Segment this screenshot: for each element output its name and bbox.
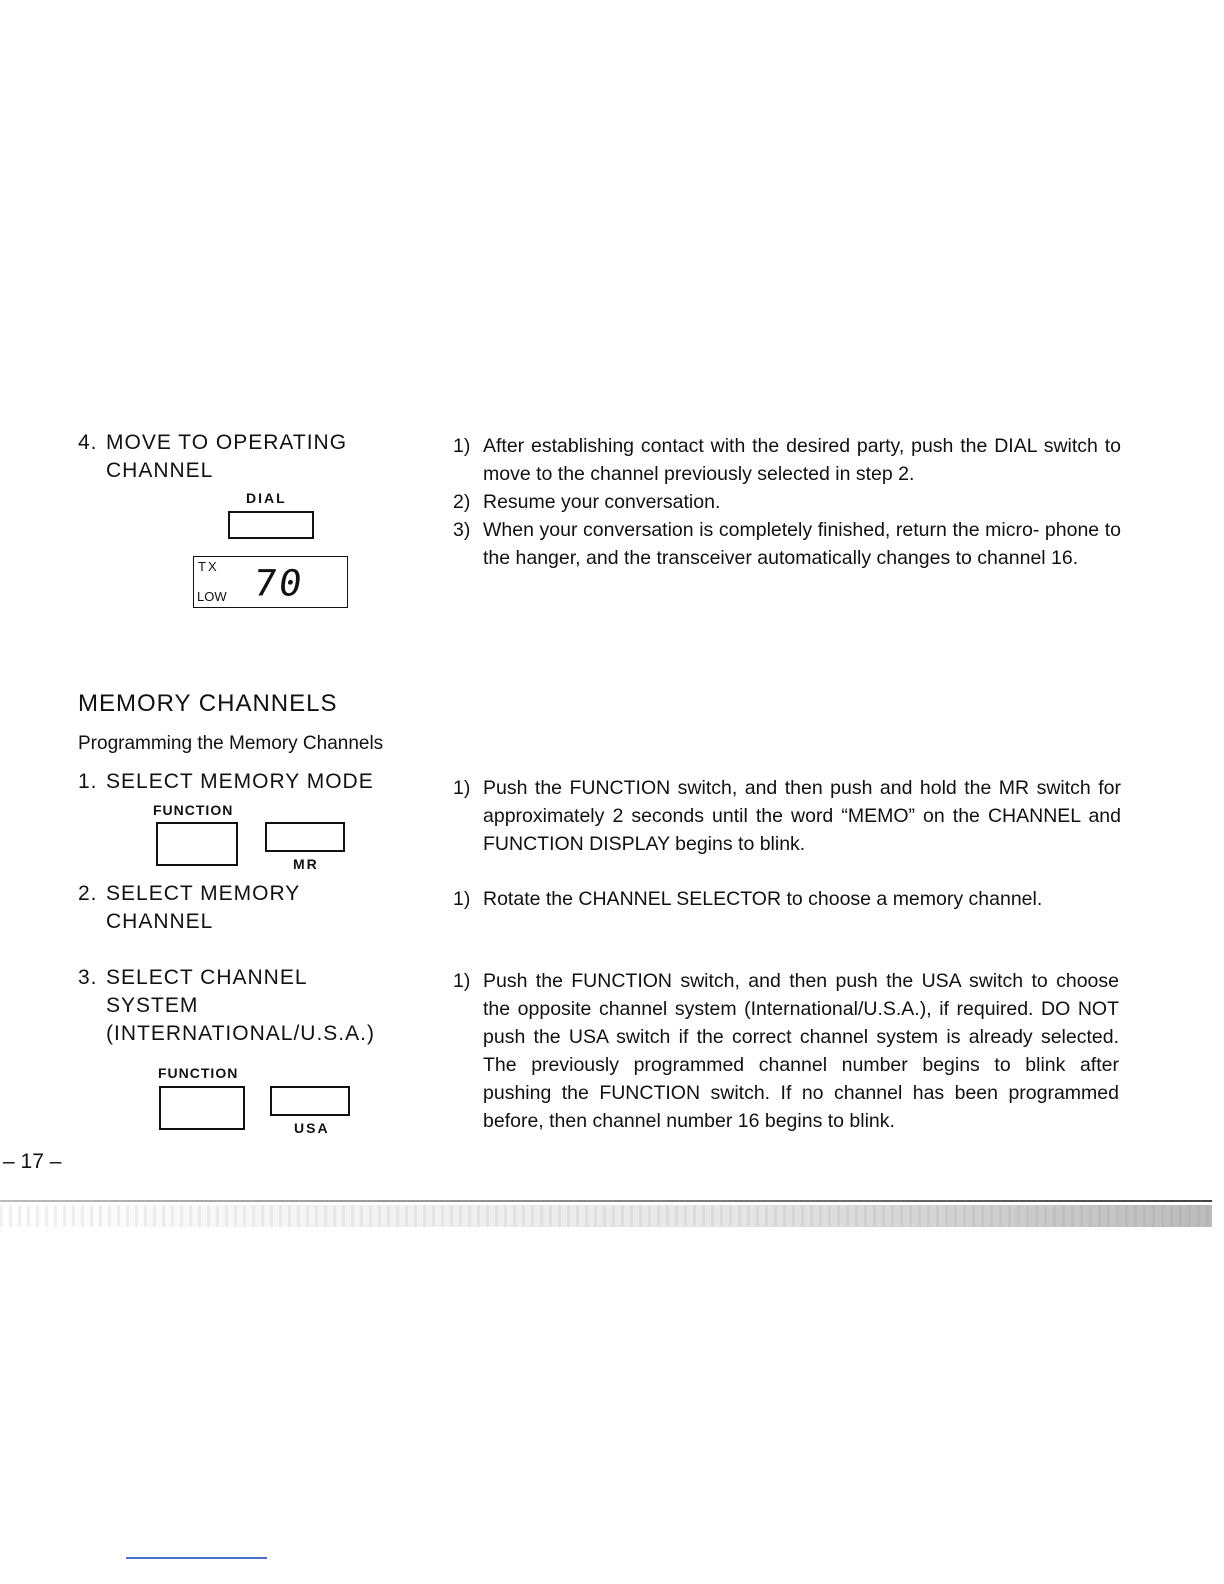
item-number: 2) xyxy=(453,491,471,513)
step1-item-1 xyxy=(453,774,1121,858)
item-text: After establishing contact with the desired party, push the DIAL switch to move to the channel previously selected in step 2. xyxy=(483,435,1121,485)
item-number: 1) xyxy=(453,435,471,457)
step4-item-1 xyxy=(453,432,1121,488)
page-number: – 17 – xyxy=(3,1150,62,1173)
dial-label: DIAL xyxy=(246,490,287,506)
item-text: Push the FUNCTION switch, and then push the USA switch to choose the opposite channel system (International/U.S.A.), if required. DO NOT push the USA switch if the correct channel system is already selected. The previously programmed channel number begins to blink after pushing the FUNCTION switch. If no channel has been programmed before, then channel number 16 begins to blink. xyxy=(483,970,1119,1132)
section-title: MEMORY CHANNELS xyxy=(78,690,338,717)
step1-number: 1. xyxy=(78,770,98,793)
usa-button[interactable] xyxy=(270,1086,350,1116)
step3-number: 3. xyxy=(78,966,98,989)
display-channel-number: 70 xyxy=(251,562,307,604)
function-label: FUNCTION xyxy=(158,1065,239,1081)
step2-title-line2: CHANNEL xyxy=(106,910,214,933)
section-subtitle: Programming the Memory Channels xyxy=(78,733,384,754)
function-label: FUNCTION xyxy=(153,802,234,818)
channel-display xyxy=(193,556,348,608)
display-low-indicator: LOW xyxy=(197,589,227,604)
step4-title-line2: CHANNEL xyxy=(106,459,214,482)
item-text: Push the FUNCTION switch, and then push and hold the MR switch for approximately 2 seconds until the word “MEMO” on the CHANNEL and FUNCTION DISPLAY begins to blink. xyxy=(483,777,1121,855)
dial-button[interactable] xyxy=(228,511,314,539)
usa-label: USA xyxy=(294,1120,330,1136)
memory-step2-title xyxy=(78,880,408,936)
function-button[interactable] xyxy=(156,822,238,866)
mr-label: MR xyxy=(293,856,319,872)
step2-item-1 xyxy=(453,885,1121,913)
step4-item-3 xyxy=(453,516,1121,572)
bottom-rule xyxy=(0,1200,1212,1202)
step4-instructions xyxy=(453,432,1121,572)
link-underline xyxy=(126,1557,267,1559)
step3-title-line2: SYSTEM xyxy=(106,994,199,1017)
step4-item-2 xyxy=(453,488,1121,516)
step2-number: 2. xyxy=(78,882,98,905)
item-text: Rotate the CHANNEL SELECTOR to choose a memory channel. xyxy=(483,888,1043,910)
step3-title-line3: (INTERNATIONAL/U.S.A.) xyxy=(106,1022,375,1045)
step4-title-line1: MOVE TO OPERATING xyxy=(106,431,348,454)
memory-step1-title xyxy=(78,768,408,796)
item-text: Resume your conversation. xyxy=(483,491,721,513)
display-tx-indicator: TX xyxy=(198,559,219,574)
step2-title-line1: SELECT MEMORY xyxy=(106,882,301,905)
item-number: 1) xyxy=(453,970,471,992)
memory-step2-instructions xyxy=(453,885,1121,913)
scan-noise-strip xyxy=(0,1205,1212,1227)
memory-step3-instructions xyxy=(453,967,1119,1135)
item-number: 3) xyxy=(453,519,471,541)
step4-title xyxy=(78,429,398,485)
memory-step3-title xyxy=(78,964,408,1048)
item-number: 1) xyxy=(453,888,471,910)
memory-step1-instructions xyxy=(453,774,1121,858)
step1-title-text: SELECT MEMORY MODE xyxy=(106,770,374,793)
step3-item-1 xyxy=(453,967,1119,1135)
mr-button[interactable] xyxy=(265,822,345,852)
step3-title-line1: SELECT CHANNEL xyxy=(106,966,308,989)
step4-number: 4. xyxy=(78,431,98,454)
item-text: When your conversation is completely finished, return the micro- phone to the hanger, and the transceiver automatically changes to channel 16. xyxy=(483,519,1121,569)
item-number: 1) xyxy=(453,777,471,799)
function-button[interactable] xyxy=(159,1086,245,1130)
